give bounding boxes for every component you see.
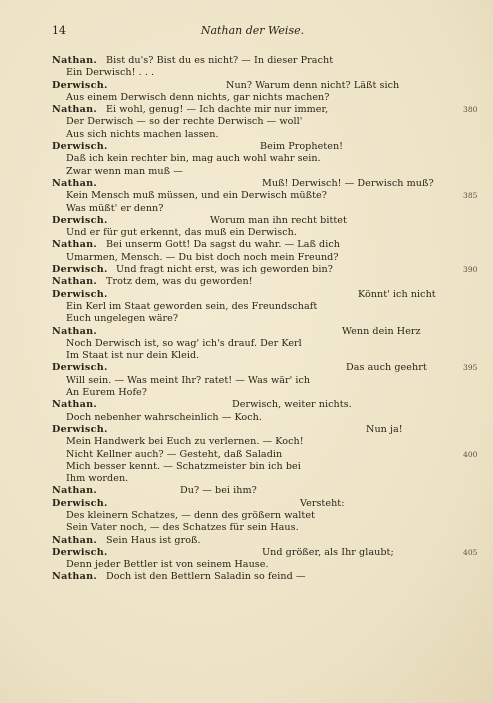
verse-text-line: Und größer, als Ihr glaubt;	[262, 546, 394, 558]
verse-text-line: Daß ich kein rechter bin, mag auch wohl wahr sein.	[66, 153, 321, 165]
speaker-name: Derwisch.	[52, 141, 108, 153]
verse-text-line: Könnt' ich nicht	[358, 288, 436, 300]
verse-text-line: An Eurem Hofe?	[66, 387, 147, 399]
verse-line	[0, 129, 493, 141]
speaker-name: Derwisch.	[52, 288, 108, 300]
verse-line	[0, 227, 493, 239]
verse-line	[0, 559, 493, 571]
verse-line	[0, 276, 493, 288]
verse-text-line: Zwar wenn man muß —	[66, 165, 183, 177]
verse-text-line: Versteht:	[300, 497, 345, 509]
verse-text-line: Du? — bei ihm?	[180, 485, 257, 497]
verse-text-line: Aus sich nichts machen lassen.	[66, 128, 219, 140]
verse-line	[0, 203, 493, 215]
verse-text-line: Was müßt' er denn?	[66, 202, 164, 214]
line-number: 400	[463, 449, 478, 459]
verse-line	[0, 510, 493, 522]
verse-text-line: Noch Derwisch ist, so wag' ich's drauf. Der Kerl	[66, 337, 302, 349]
verse-line	[0, 473, 493, 485]
speaker-name: Nathan.	[52, 104, 98, 116]
verse-line	[0, 116, 493, 128]
verse-text-line: Und er für gut erkennt, das muß ein Derwisch.	[66, 227, 297, 239]
verse-text-line: Ei wohl, genug! — Ich dachte mir nur immer,	[106, 104, 329, 116]
verse-text-line: Beim Propheten!	[260, 141, 344, 153]
verse-text-line: Umarmen, Mensch. — Du bist doch noch mein Freund?	[66, 251, 339, 263]
verse-line	[0, 55, 493, 67]
verse-text-line: Sein Vater noch, — des Schatzes für sein Haus.	[66, 522, 299, 534]
speaker-name: Nathan.	[52, 571, 98, 583]
verse-text-line: Der Derwisch — so der rechte Derwisch — woll'	[66, 116, 303, 128]
line-number: 405	[463, 547, 478, 557]
verse-line	[0, 412, 493, 424]
running-title: Nathan der Weise.	[200, 24, 305, 37]
verse-line	[0, 424, 493, 436]
verse-line	[0, 498, 493, 510]
verse-text-line: Doch ist den Bettlern Saladin so feind —	[106, 571, 306, 583]
verse-line	[0, 301, 493, 313]
verse-line	[0, 571, 493, 583]
verse-text-line: Nun ja!	[366, 423, 403, 435]
verse-line	[0, 67, 493, 79]
speaker-name: Derwisch.	[52, 264, 108, 276]
verse-line	[0, 239, 493, 251]
speaker-name: Derwisch.	[52, 79, 108, 91]
verse-line	[0, 326, 493, 338]
verse-text-line: Wenn dein Herz	[342, 325, 421, 337]
verse-line	[0, 535, 493, 547]
verse-line	[0, 449, 493, 461]
verse-text-line: Worum man ihn recht bittet	[210, 214, 347, 226]
speaker-name: Nathan.	[52, 177, 98, 189]
verse-text-line: Bei unserm Gott! Da sagst du wahr. — Laß dich	[106, 239, 340, 251]
verse-line	[0, 387, 493, 399]
verse-line	[0, 485, 493, 497]
line-number: 385	[463, 191, 478, 201]
speaker-name: Nathan.	[52, 325, 98, 337]
verse-line	[0, 80, 493, 92]
verse-text-line: Bist du's? Bist du es nicht? — In dieser Pracht	[106, 55, 334, 66]
verse-line	[0, 399, 493, 411]
verse-line	[0, 166, 493, 178]
speaker-name: Nathan.	[52, 239, 98, 251]
verse-text-line: Ein Derwisch! . . .	[66, 67, 155, 79]
verse-text-line: Kein Mensch muß müssen, und ein Derwisch müßte?	[66, 190, 327, 202]
verse-line	[0, 375, 493, 387]
verse-line	[0, 289, 493, 301]
verse-text-line: Muß! Derwisch! — Derwisch muß?	[262, 177, 434, 189]
verse-line	[0, 252, 493, 264]
verse-text-line: Das auch geehrt	[346, 362, 427, 374]
verse-text-line: Doch nebenher wahrscheinlich — Koch.	[66, 411, 262, 423]
verse-line	[0, 215, 493, 227]
verse-text-line: Trotz dem, was du geworden!	[106, 276, 253, 288]
verse-line	[0, 153, 493, 165]
speaker-name: Nathan.	[52, 399, 98, 411]
line-number: 380	[463, 105, 478, 115]
speaker-name: Derwisch.	[52, 214, 108, 226]
verse-text-line: Ihm worden.	[66, 473, 129, 485]
verse-text-line: Nun? Warum denn nicht? Läßt sich	[226, 79, 400, 91]
verse-line	[0, 547, 493, 559]
verse-text-line: Ein Kerl im Staat geworden sein, des Freundschaft	[66, 300, 318, 312]
speaker-name: Derwisch.	[52, 546, 108, 558]
verse-line	[0, 178, 493, 190]
verse-text-line: Nicht Kellner auch? — Gesteht, daß Saladin	[66, 448, 283, 460]
verse-line	[0, 522, 493, 534]
verse-text-line: Mein Handwerk bei Euch zu verlernen. — Koch!	[66, 436, 304, 448]
line-number: 390	[463, 265, 478, 275]
verse-text-line: Sein Haus ist groß.	[106, 534, 201, 546]
verse-text-line: Und fragt nicht erst, was ich geworden bin?	[116, 264, 333, 276]
verse-line	[0, 436, 493, 448]
verse-text	[0, 55, 493, 584]
verse-line	[0, 92, 493, 104]
page-header	[52, 24, 453, 40]
verse-text-line: Mich besser kennt. — Schatzmeister bin ich bei	[66, 460, 301, 472]
verse-line	[0, 350, 493, 362]
verse-line	[0, 338, 493, 350]
verse-text-line: Euch ungelegen wäre?	[66, 313, 179, 325]
verse-line	[0, 190, 493, 202]
speaker-name: Derwisch.	[52, 497, 108, 509]
verse-line	[0, 461, 493, 473]
verse-line	[0, 264, 493, 276]
verse-text-line: Denn jeder Bettler ist von seinem Hause.	[66, 559, 269, 571]
speaker-name: Nathan.	[52, 485, 98, 497]
verse-text-line: Des kleinern Schatzes, — denn des größern waltet	[66, 509, 315, 521]
speaker-name: Nathan.	[52, 534, 98, 546]
verse-text-line: Derwisch, weiter nichts.	[232, 399, 352, 411]
verse-line	[0, 313, 493, 325]
verse-line	[0, 104, 493, 116]
speaker-name: Nathan.	[52, 276, 98, 288]
line-number: 395	[463, 363, 478, 373]
verse-line	[0, 362, 493, 374]
verse-text-line: Im Staat ist nur dein Kleid.	[66, 350, 200, 362]
verse-line	[0, 141, 493, 153]
speaker-name: Derwisch.	[52, 362, 108, 374]
speaker-name: Nathan.	[52, 55, 98, 66]
verse-text-line: Aus einem Derwisch denn nichts, gar nichts machen?	[66, 91, 330, 103]
page-number: 14	[52, 24, 66, 37]
verse-text-line: Will sein. — Was meint Ihr? ratet! — Was wär' ich	[66, 374, 311, 386]
speaker-name: Derwisch.	[52, 423, 108, 435]
